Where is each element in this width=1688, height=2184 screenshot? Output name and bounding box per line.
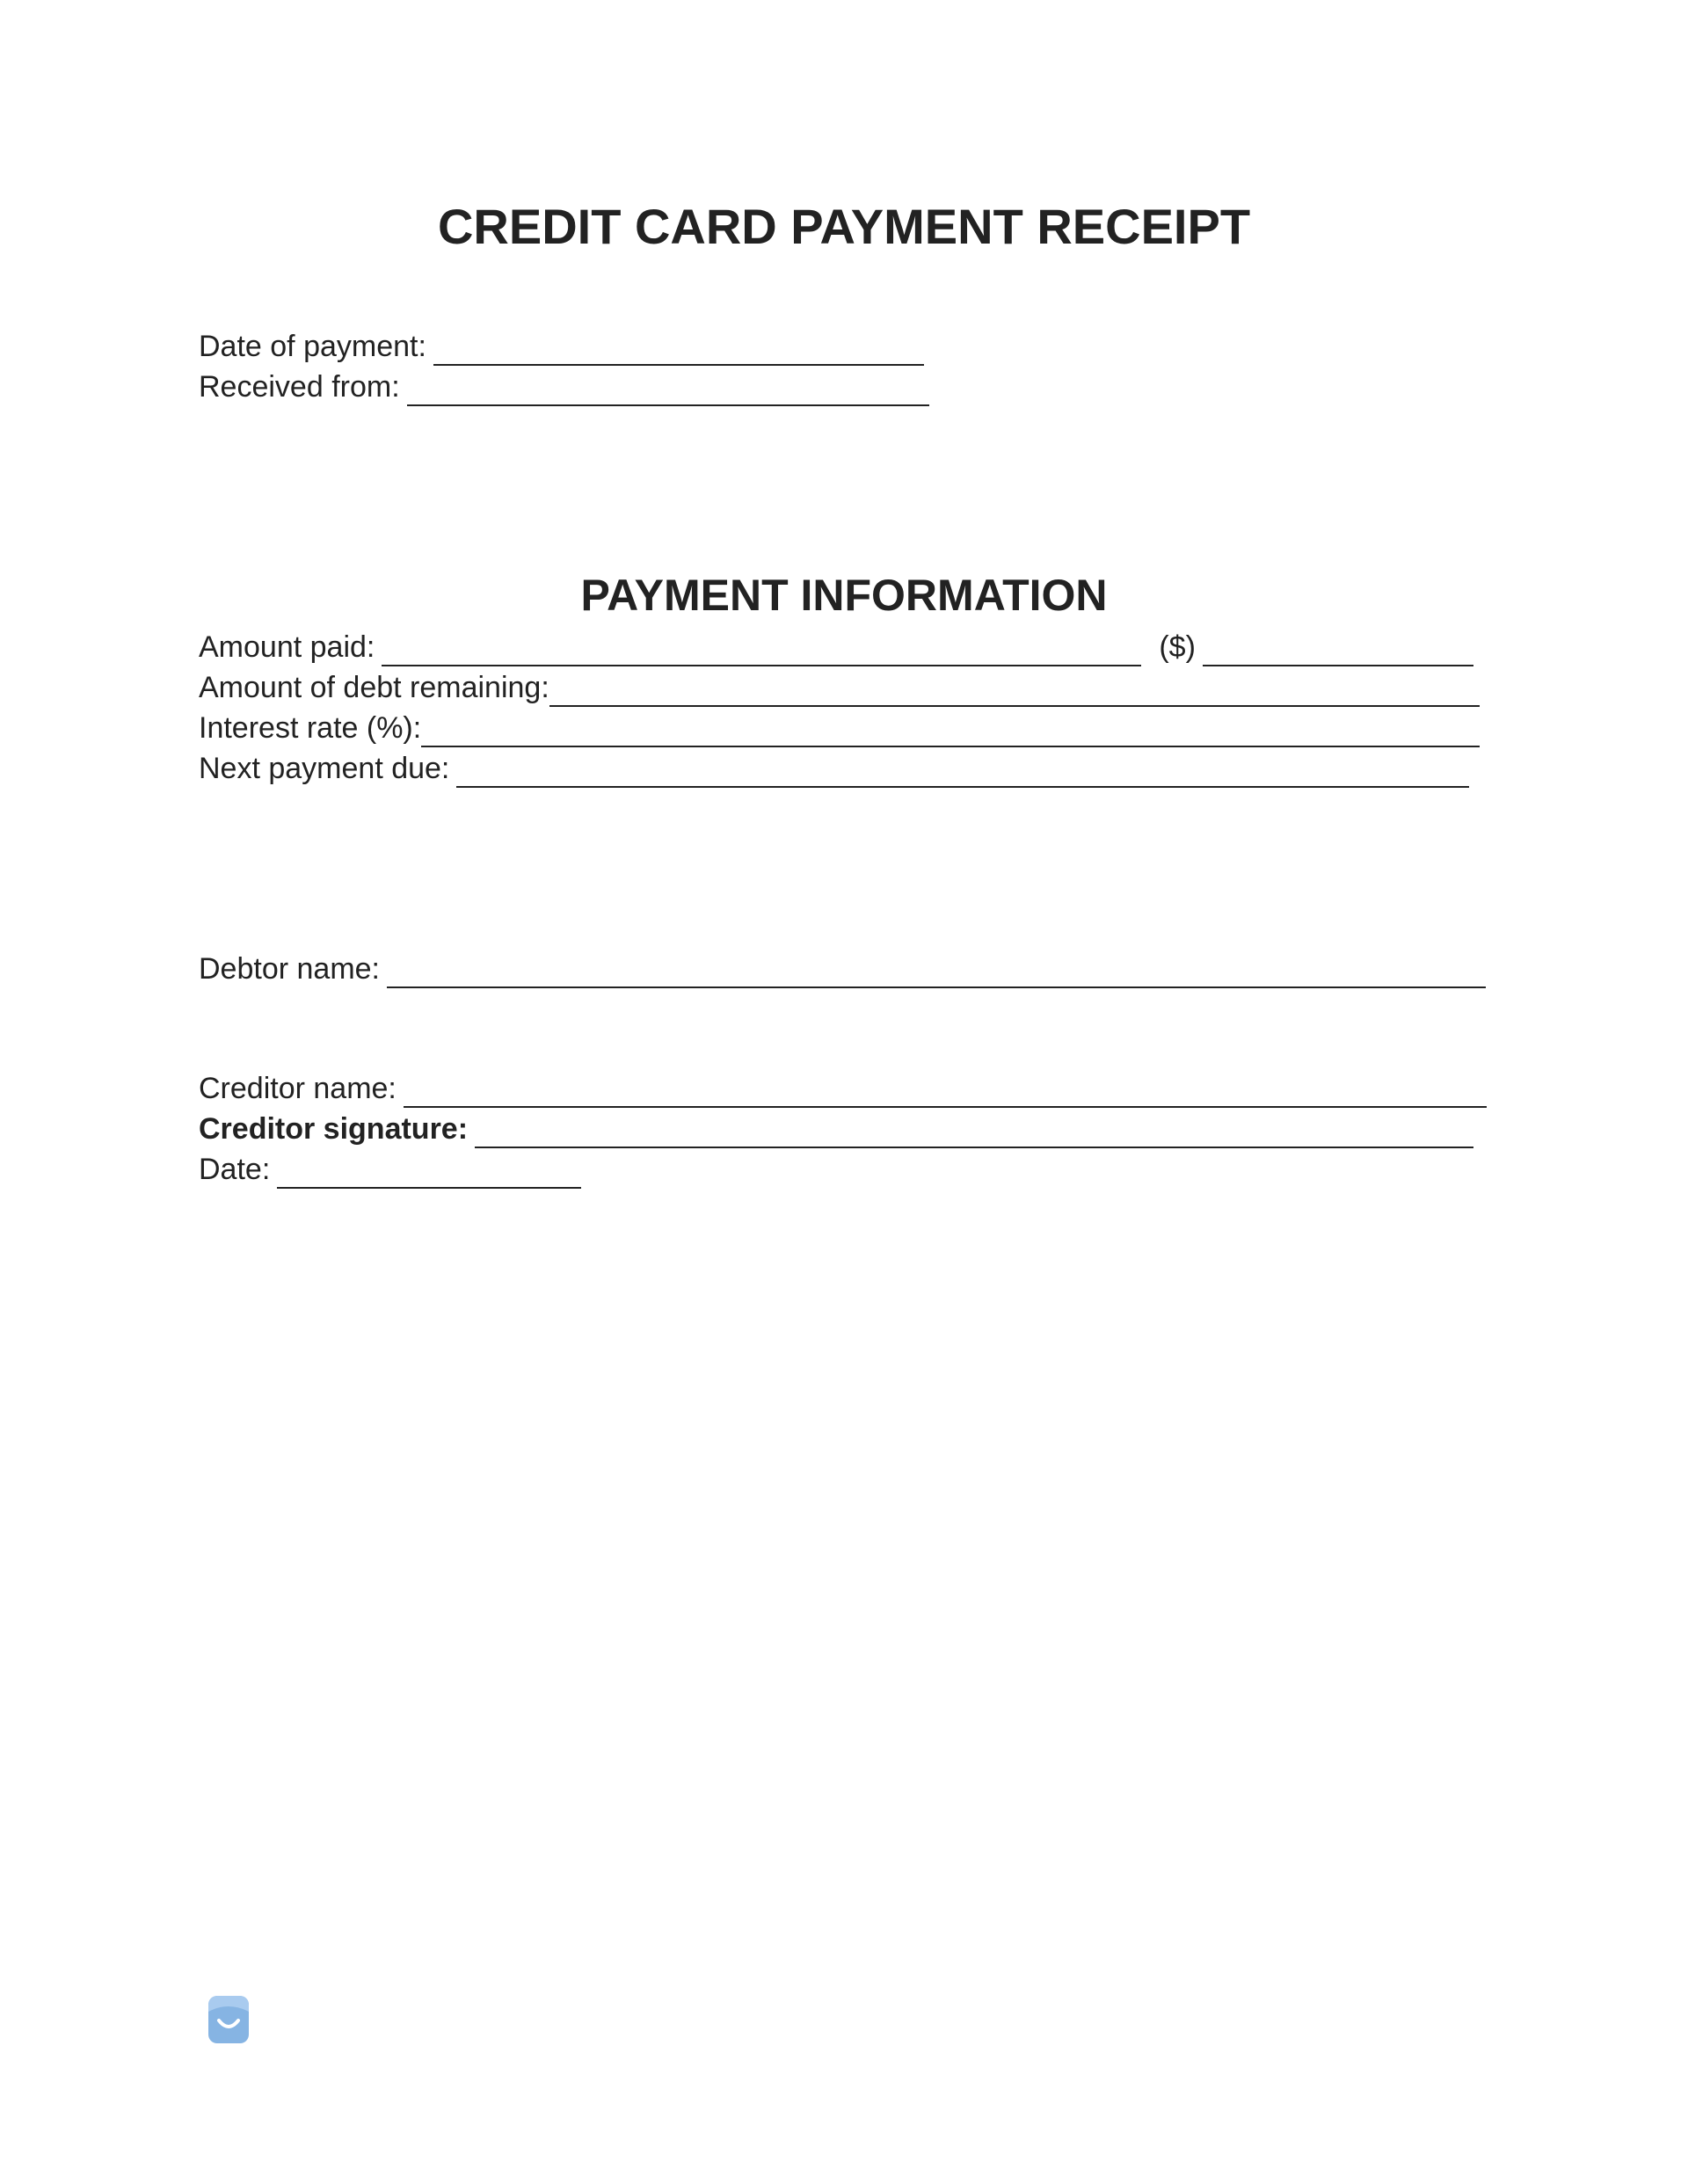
debtor-name-field[interactable] [387,962,1486,988]
creditor-signature-field[interactable] [475,1122,1473,1148]
creditor-name-row [199,1069,1487,1108]
creditor-signature-label: Creditor signature: [199,1112,469,1146]
next-payment-row [199,749,1469,788]
amount-paid-row [199,628,1473,666]
next-payment-label: Next payment due: [199,752,450,785]
creditor-name-label: Creditor name: [199,1072,397,1105]
creditor-name-field[interactable] [404,1081,1487,1108]
creditor-signature-row [199,1110,1473,1148]
next-payment-field[interactable] [456,761,1469,788]
amount-paid-label: Amount paid: [199,630,375,664]
date-row [199,1150,581,1189]
received-from-row [199,368,929,406]
amount-paid-dollar-field[interactable] [1203,640,1473,666]
document-title: CREDIT CARD PAYMENT RECEIPT [437,199,1251,254]
received-from-field[interactable] [407,380,929,406]
debt-remaining-label: Amount of debt remaining: [199,671,549,704]
eforms-logo-icon [208,1994,249,2043]
date-of-payment-row [199,327,924,366]
debtor-name-label: Debtor name: [199,952,380,986]
debtor-name-row [199,950,1486,988]
date-of-payment-field[interactable] [433,339,924,366]
interest-rate-label: Interest rate (%): [199,711,422,745]
received-from-label: Received from: [199,370,400,404]
date-label: Date: [199,1153,271,1186]
date-of-payment-label: Date of payment: [199,330,426,363]
interest-rate-row [199,709,1480,747]
interest-rate-field[interactable] [421,721,1480,747]
debt-remaining-field[interactable] [549,681,1480,707]
amount-paid-field[interactable] [382,640,1141,666]
debt-remaining-row [199,668,1480,707]
date-field[interactable] [277,1162,581,1189]
currency-symbol: ($) [1159,630,1196,664]
payment-information-heading: PAYMENT INFORMATION [580,571,1108,620]
